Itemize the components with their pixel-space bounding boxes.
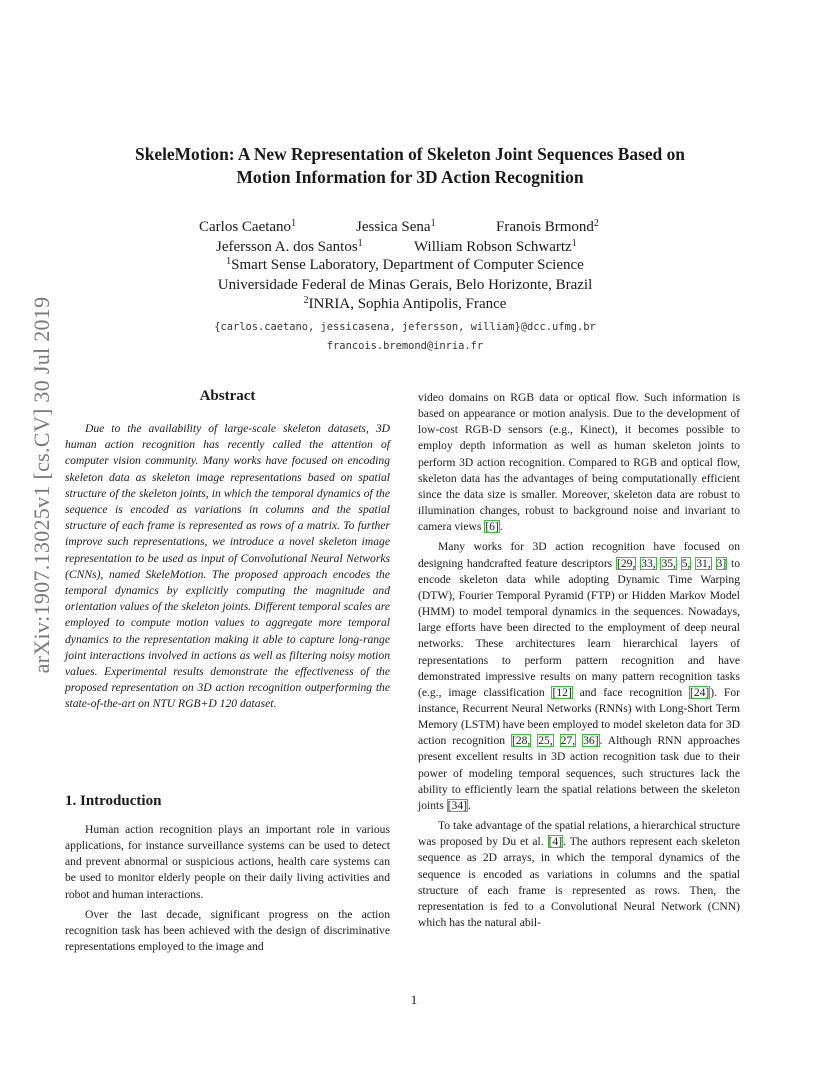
paper-title [60, 143, 760, 189]
citation-link[interactable]: 5, [681, 556, 691, 570]
author-4 [216, 237, 363, 257]
author-5-name: William Robson Schwartz [414, 239, 572, 255]
citation-link[interactable]: [4] [548, 835, 563, 849]
author-1 [199, 217, 296, 237]
right-p2-text-e: . Although RNN approaches present excellent results in 3D action recognition task due to their power of modeling temporal sequences, such structures lack the ability to efficiently learn the spatial relations between the skeleton joints [418, 734, 740, 812]
intro-paragraph-2: Over the last decade, significant progress on the action recognition task has been achieved with the design of discriminative representations employed to the image and [65, 907, 390, 954]
right-p3-text-a: To take advantage of the spatial relations, a hierarchical structure was proposed by Du et al. [418, 819, 740, 849]
title-line-1: SkeleMotion: A New Representation of Skeleton Joint Sequences Based on [135, 144, 685, 164]
title-line-2: Motion Information for 3D Action Recognition [236, 167, 584, 187]
author-4-sup: 1 [357, 238, 363, 249]
right-p2-text-b: to encode skeleton data while adopting Dynamic Time Warping (DTW), Fourier Temporal Pyramid (FTP) or Hidden Markov Model (HMM) to model temporal dynamics in the sequences. Nowadays, large efforts have been directed to the employment of deep neural networks. These architectures learn hierarchical layers of representations to perform pattern recognition and have demonstrated impressive results on many pattern recognition tasks (e.g., image classification [418, 556, 741, 699]
intro-body [65, 822, 390, 955]
citation-link[interactable]: 36] [583, 734, 599, 748]
citation-link[interactable]: 3] [716, 556, 727, 570]
citation-link[interactable]: [34] [447, 798, 467, 812]
author-5-sup: 1 [571, 238, 577, 249]
author-1-name: Carlos Caetano [199, 219, 292, 235]
right-p2-text-f: . [468, 798, 471, 812]
affiliation-2-text: INRIA, Sophia Antipolis, France [308, 296, 507, 312]
citation-link[interactable]: [28, [511, 734, 531, 748]
author-3-name: Franois Brmond [496, 219, 594, 235]
citation-link[interactable]: 33, [641, 556, 656, 570]
author-4-name: Jefersson A. dos Santos [216, 239, 358, 255]
right-p2-text-c: and face recognition [572, 685, 689, 699]
email-line-1: {carlos.caetano, jessicasena, jefersson, william}@dcc.ufmg.br [214, 321, 596, 333]
affiliation-1 [100, 256, 710, 276]
citation-link[interactable]: [12] [552, 685, 572, 699]
affiliation-1b: Universidade Federal de Minas Gerais, Belo Horizonte, Brazil [217, 276, 593, 293]
right-p1-text: video domains on RGB data or optical flow. Such information is based on appearance or motion analysis. Due to the development of low-cost RGB-D sensors (e.g., Kinect), it becomes possible to employ depth information as well as human skeleton joints to perform 3D action recognition. Compared to RGB and optical flow, skeleton data has the advantages of being computationally efficient since the data size is smaller. Moreover, skeleton data are robust to illumination changes, robust to background noise and invariant to camera views [418, 391, 740, 534]
right-p2-text-a: Many works for 3D action recognition have focused on designing handcrafted feature descriptors [418, 540, 740, 570]
affiliations [100, 256, 710, 315]
author-2-sup: 1 [430, 218, 436, 229]
email-block [100, 318, 710, 356]
author-block [150, 217, 660, 257]
author-5 [414, 237, 577, 257]
intro-heading: 1. Introduction [65, 793, 162, 809]
abstract-body [65, 421, 390, 713]
arxiv-stamp [22, 295, 62, 675]
right-p1-end: . [499, 520, 503, 534]
author-2 [356, 217, 436, 237]
citation-link[interactable]: 31, [696, 556, 711, 570]
citation-link[interactable]: [29, [616, 556, 636, 570]
author-3 [496, 217, 599, 237]
right-paragraph-2 [418, 539, 740, 814]
right-column [418, 390, 740, 931]
author-3-sup: 2 [593, 218, 599, 229]
intro-paragraph-1: Human action recognition plays an important role in various applications, for instance surveillance systems can be used to detect and prevent abnormal or suspicious actions, health care systems can be used to monitor elderly people on their daily living activities and robot and human interactions. [65, 823, 390, 901]
author-1-sup: 1 [291, 218, 297, 229]
abstract-text: Due to the availability of large-scale skeleton datasets, 3D human action recognition has recently called the attention of computer vision community. Many works have focused on encoding skeleton data as skeleton image representations based on spatial structure of the skeleton joints, in which the temporal dynamics of the sequence is encoded as variations in columns and the spatial structure of each frame is represented as rows of a matrix. To further improve such representations, we introduce a novel skeleton image representation to be used as input of Convolutional Neural Networks (CNNs), named SkeleMotion. The proposed approach encodes the temporal dynamics by explicitly computing the magnitude and orientation values of the skeleton joints. Different temporal scales are employed to compute motion values to aggregate more temporal dynamics to the representation making it able to capture long-range joint interactions involved in actions as well as filtering noisy motion values. Experimental results demonstrate the effectiveness of the proposed representation on 3D action recognition outperforming the state-of-the-art on NTU RGB+D 120 dataset. [65, 422, 390, 711]
affiliation-1-sup: 1 [226, 256, 232, 267]
right-paragraph-1 [418, 390, 740, 535]
citation-link[interactable]: [24] [689, 685, 710, 699]
citation-link[interactable]: 25, [538, 734, 553, 748]
arxiv-stamp-text: arXiv:1907.13025v1 [cs.CV] 30 Jul 2019 [29, 296, 54, 674]
affiliation-2-sup: 2 [303, 295, 309, 306]
citation-link[interactable]: [6] [485, 520, 499, 534]
right-p2-text-d: ). For instance, Recurrent Neural Networks (RNNs) with Long-Short Term Memory (LSTM) have been employed to model skeleton data for 3D action recognition [418, 685, 740, 748]
citation-link[interactable]: 27, [560, 734, 576, 748]
right-paragraph-3 [418, 818, 740, 931]
affiliation-2 [100, 295, 710, 315]
right-p3-text-b: . The authors represent each skeleton sequence as 2D arrays, in which the temporal dynamics of the sequence is encoded as variations in columns and the spatial structure of each frame is represented as rows. Then, the representation is fed to a Convolutional Neural Network (CNN) which has the natural abil- [418, 835, 740, 929]
email-line-2: francois.bremond@inria.fr [326, 340, 484, 352]
citation-link[interactable]: 35, [661, 556, 676, 570]
page-number: 1 [410, 992, 418, 1007]
author-2-name: Jessica Sena [356, 219, 431, 235]
affiliation-1-text: Smart Sense Laboratory, Department of Computer Science [231, 257, 584, 273]
abstract-heading: Abstract [199, 388, 256, 404]
